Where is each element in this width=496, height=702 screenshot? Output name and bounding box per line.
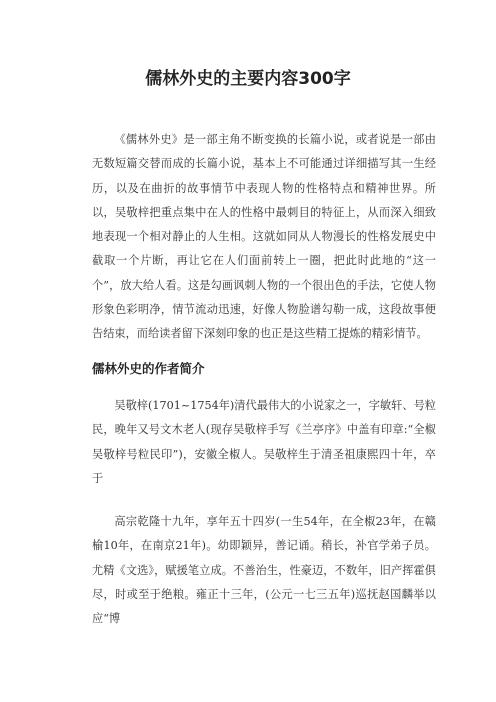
intro-paragraph: 《儒林外史》是一部主角不断变换的长篇小说，或者说是一部由无数短篇交替而成的长篇小说，基本上不可能通过详细描写其一生经历，以及在曲折的故事情节中表现人物的性格特点和精神世界。所以，吴敬梓把重点集中在人的性格中最刺目的特征上，从而深入细致地表现一个相对静止的人生相。这就如同从人物漫长的性格发展史中截取一个片断，再让它在人们面前转上一圈，把此时此地的“这一个”，放大给人看。这是勾画讽刺人物的一个很出色的手法，它使人物形象色彩明净，情节流动迅速，好像人物脸谱勾勒一成，这段故事便告结束，而给读者留下深刻印象的也正是这些精工提炼的精彩情节。 <box>92 133 436 341</box>
author-paragraph-1: 吴敬梓(1701~1754年)清代最伟大的小说家之一，字敏轩、号粒民，晚年又号文木老人(现存吴敬梓手写《兰亭序》中盖有印章:“全椒吴敬梓号粒民印”)，安徽全椒人。吴敬梓生于清圣祖康熙四十年，卒于 <box>92 399 436 485</box>
author-paragraph-2: 高宗乾隆十九年，享年五十四岁(一生54年，在全椒23年，在赣榆10年，在南京21年)。幼即颖异，善记诵。稍长，补官学弟子员。尤精《文选》，赋援笔立成。不善治生，性豪迈，不数年，旧产挥霍俱尽，时或至于绝粮。雍正十三年，(公元一七三五年)巡抚赵国麟举以应“博 <box>92 515 436 626</box>
section-heading: 儒林外史的作者简介 <box>92 361 205 376</box>
document-title: 儒林外史的主要内容300字 <box>145 69 351 89</box>
